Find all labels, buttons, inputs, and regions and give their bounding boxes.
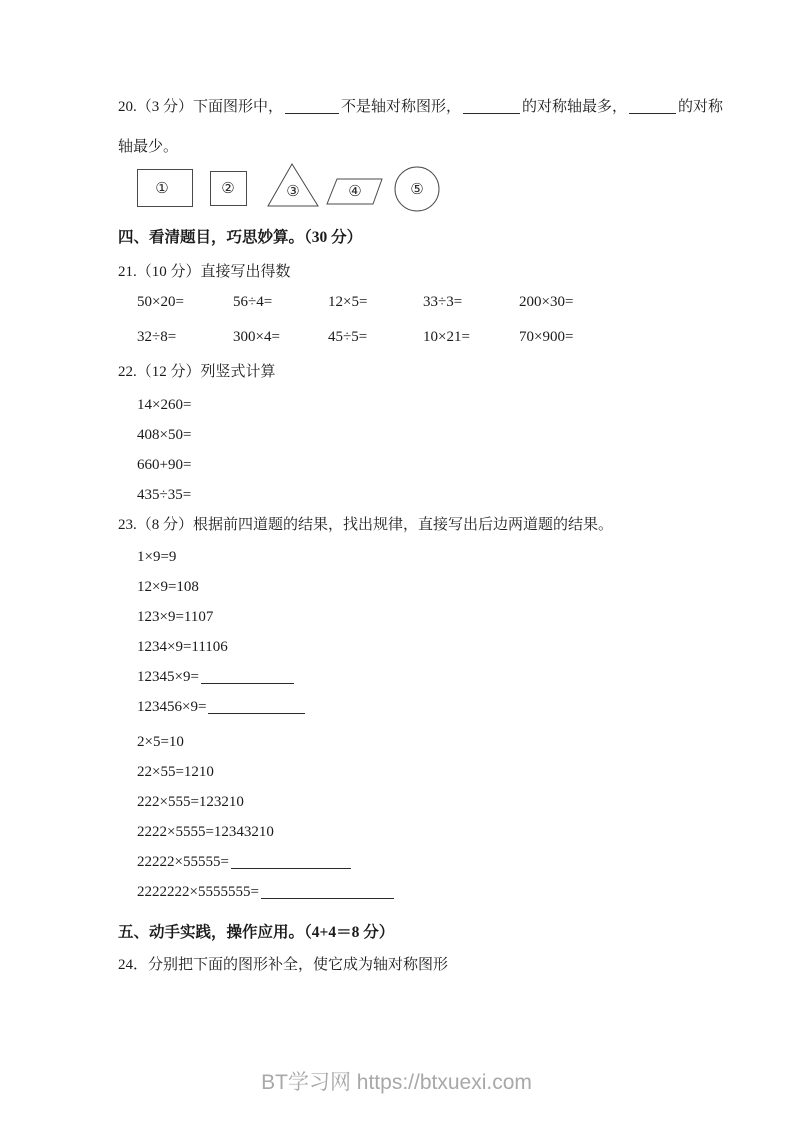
footer-watermark: BT学习网 https://btxuexi.com <box>261 1071 532 1094</box>
calc-row-2 <box>137 329 753 345</box>
pattern-line <box>137 854 753 870</box>
pattern-equation: 1×9=9 <box>137 549 177 565</box>
answer-blank <box>231 855 351 869</box>
calc-item: 300×4= <box>233 329 280 345</box>
question-23-title: 23.（8 分）根据前四道题的结果，找出规律，直接写出后边两道题的结果。 <box>118 517 614 533</box>
calc-item: 45÷5= <box>328 329 368 345</box>
pattern-line <box>137 549 753 565</box>
shape-label-4: ④ <box>348 182 362 200</box>
pattern-equation: 1234×9=11106 <box>137 639 228 655</box>
pattern-equation: 2222222×5555555= <box>137 884 259 900</box>
pattern-line <box>137 579 753 595</box>
answer-blank <box>201 670 294 684</box>
pattern-equation: 2×5=10 <box>137 734 184 750</box>
pattern-equation: 22×55=1210 <box>137 764 214 780</box>
pattern-equation: 2222×5555=12343210 <box>137 824 274 840</box>
pattern-equation: 22222×55555= <box>137 854 229 870</box>
answer-blank <box>463 100 520 114</box>
question-20-text-4: 的对称 <box>678 99 724 115</box>
pattern-line <box>137 669 753 685</box>
answer-blank <box>285 100 339 114</box>
pattern-equation: 123456×9= <box>137 699 207 715</box>
pattern-equation: 12345×9= <box>137 669 199 685</box>
question-21-title: 21.（10 分）直接写出得数 <box>118 264 291 280</box>
section-4-title: 四、看清题目，巧思妙算。（30 分） <box>118 229 363 246</box>
calc-item: 660+90= <box>137 457 192 473</box>
section-5-title: 五、动手实践，操作应用。（4+4＝8 分） <box>118 924 395 941</box>
pattern-line <box>137 824 753 840</box>
calc-row-1 <box>137 294 753 310</box>
calc-item: 10×21= <box>423 329 470 345</box>
pattern-line <box>137 764 753 780</box>
question-20-text-1: 20.（3 分）下面图形中， <box>118 99 284 115</box>
pattern-line <box>137 734 753 750</box>
pattern-line <box>137 609 753 625</box>
calc-item: 200×30= <box>519 294 574 310</box>
shape-label-2: ② <box>221 179 235 197</box>
calc-item: 408×50= <box>137 427 192 443</box>
answer-blank <box>261 885 394 899</box>
pattern-equation: 123×9=1107 <box>137 609 214 625</box>
pattern-equation: 222×555=123210 <box>137 794 244 810</box>
calc-item: 32÷8= <box>137 329 177 345</box>
question-20-text-3: 的对称轴最多， <box>522 99 628 115</box>
shapes-figure <box>137 162 467 214</box>
shape-label-5: ⑤ <box>410 180 424 198</box>
calc-item: 435÷35= <box>137 487 192 503</box>
calc-item: 12×5= <box>328 294 368 310</box>
answer-blank <box>208 700 305 714</box>
calc-item: 14×260= <box>137 397 192 413</box>
question-20-line-2: 轴最少。 <box>118 139 179 155</box>
question-20-text-2: 不是轴对称图形， <box>341 99 462 115</box>
question-20-line-1 <box>118 99 753 115</box>
calc-item: 33÷3= <box>423 294 463 310</box>
pattern-equation: 12×9=108 <box>137 579 199 595</box>
answer-blank <box>629 100 676 114</box>
pattern-line <box>137 884 753 900</box>
calc-item: 70×900= <box>519 329 574 345</box>
calc-item: 56÷4= <box>233 294 273 310</box>
question-24-title: 24．分别把下面的图形补全，使它成为轴对称图形 <box>118 957 449 973</box>
pattern-line <box>137 699 753 715</box>
pattern-line <box>137 794 753 810</box>
shape-label-1: ① <box>155 179 169 197</box>
shape-label-3: ③ <box>286 182 300 200</box>
question-22-title: 22.（12 分）列竖式计算 <box>118 364 276 380</box>
pattern-line <box>137 639 753 655</box>
calc-item: 50×20= <box>137 294 184 310</box>
